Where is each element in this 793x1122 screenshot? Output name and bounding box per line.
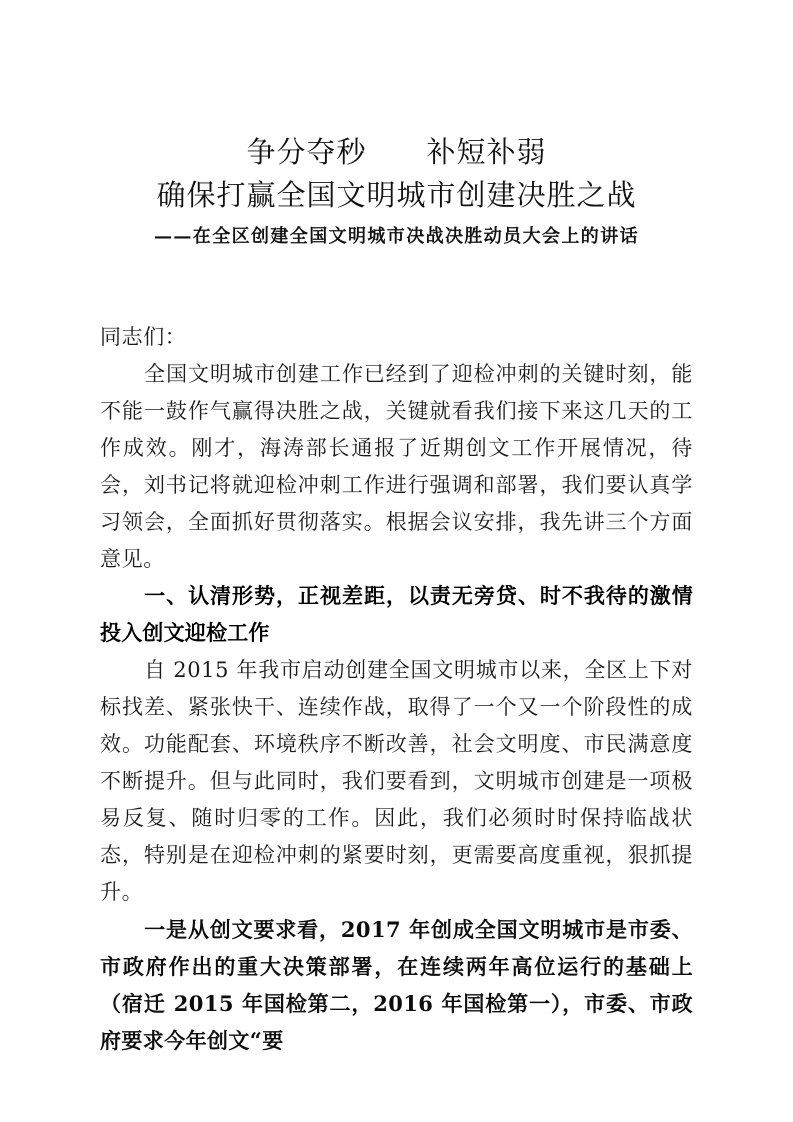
- document-subtitle: ——在全区创建全国文明城市决战决胜动员大会上的讲话: [154, 226, 639, 247]
- section-heading-1: 一、认清形势，正视差距，以责无旁贷、时不我待的激情投入创文迎检工作: [100, 584, 693, 645]
- body-paragraph-1: 全国文明城市创建工作已经到了迎检冲刺的关键时刻，能不能一鼓作气赢得决胜之战，关键就看我们接下来这几天的工作成效。刚才，海涛部长通报了近期创文工作开展情况，待会，刘书记将就迎检冲刺工作进行强调和部署，我们要认真学习领会，全面抓好贯彻落实。根据会议安排，我先讲三个方面意见。: [100, 362, 693, 571]
- body-paragraph-2: 自 2015 年我市启动创建全国文明城市以来，全区上下对标找差、紧张快干、连续作战，取得了一个又一个阶段性的成效。功能配套、环境秩序不断改善，社会文明度、市民满意度不断提升。但与此同时，我们要看到，文明城市创建是一项极易反复、随时归零的工作。因此，我们必须时时保持临战状态，特别是在迎检冲刺的紧要时刻，更需要高度重视，狠抓提升。: [100, 658, 693, 904]
- document-title-line-2: 确保打赢全国文明城市创建决胜之战: [156, 178, 637, 212]
- body-block: [100, 257, 693, 1059]
- body-paragraph-3: 一是从创文要求看，2017 年创成全国文明城市是市委、市政府作出的重大决策部署，在连续两年高位运行的基础上（宿迁 2015 年国检第二，2016 年国检第一），市委、市政府要求今年创文“要: [100, 917, 693, 1053]
- page-content: [100, 0, 693, 1059]
- title-block: [100, 0, 693, 257]
- document-title-line-1: 争分夺秒 补短补弱: [246, 135, 547, 169]
- salutation-line: 同志们：: [100, 325, 187, 349]
